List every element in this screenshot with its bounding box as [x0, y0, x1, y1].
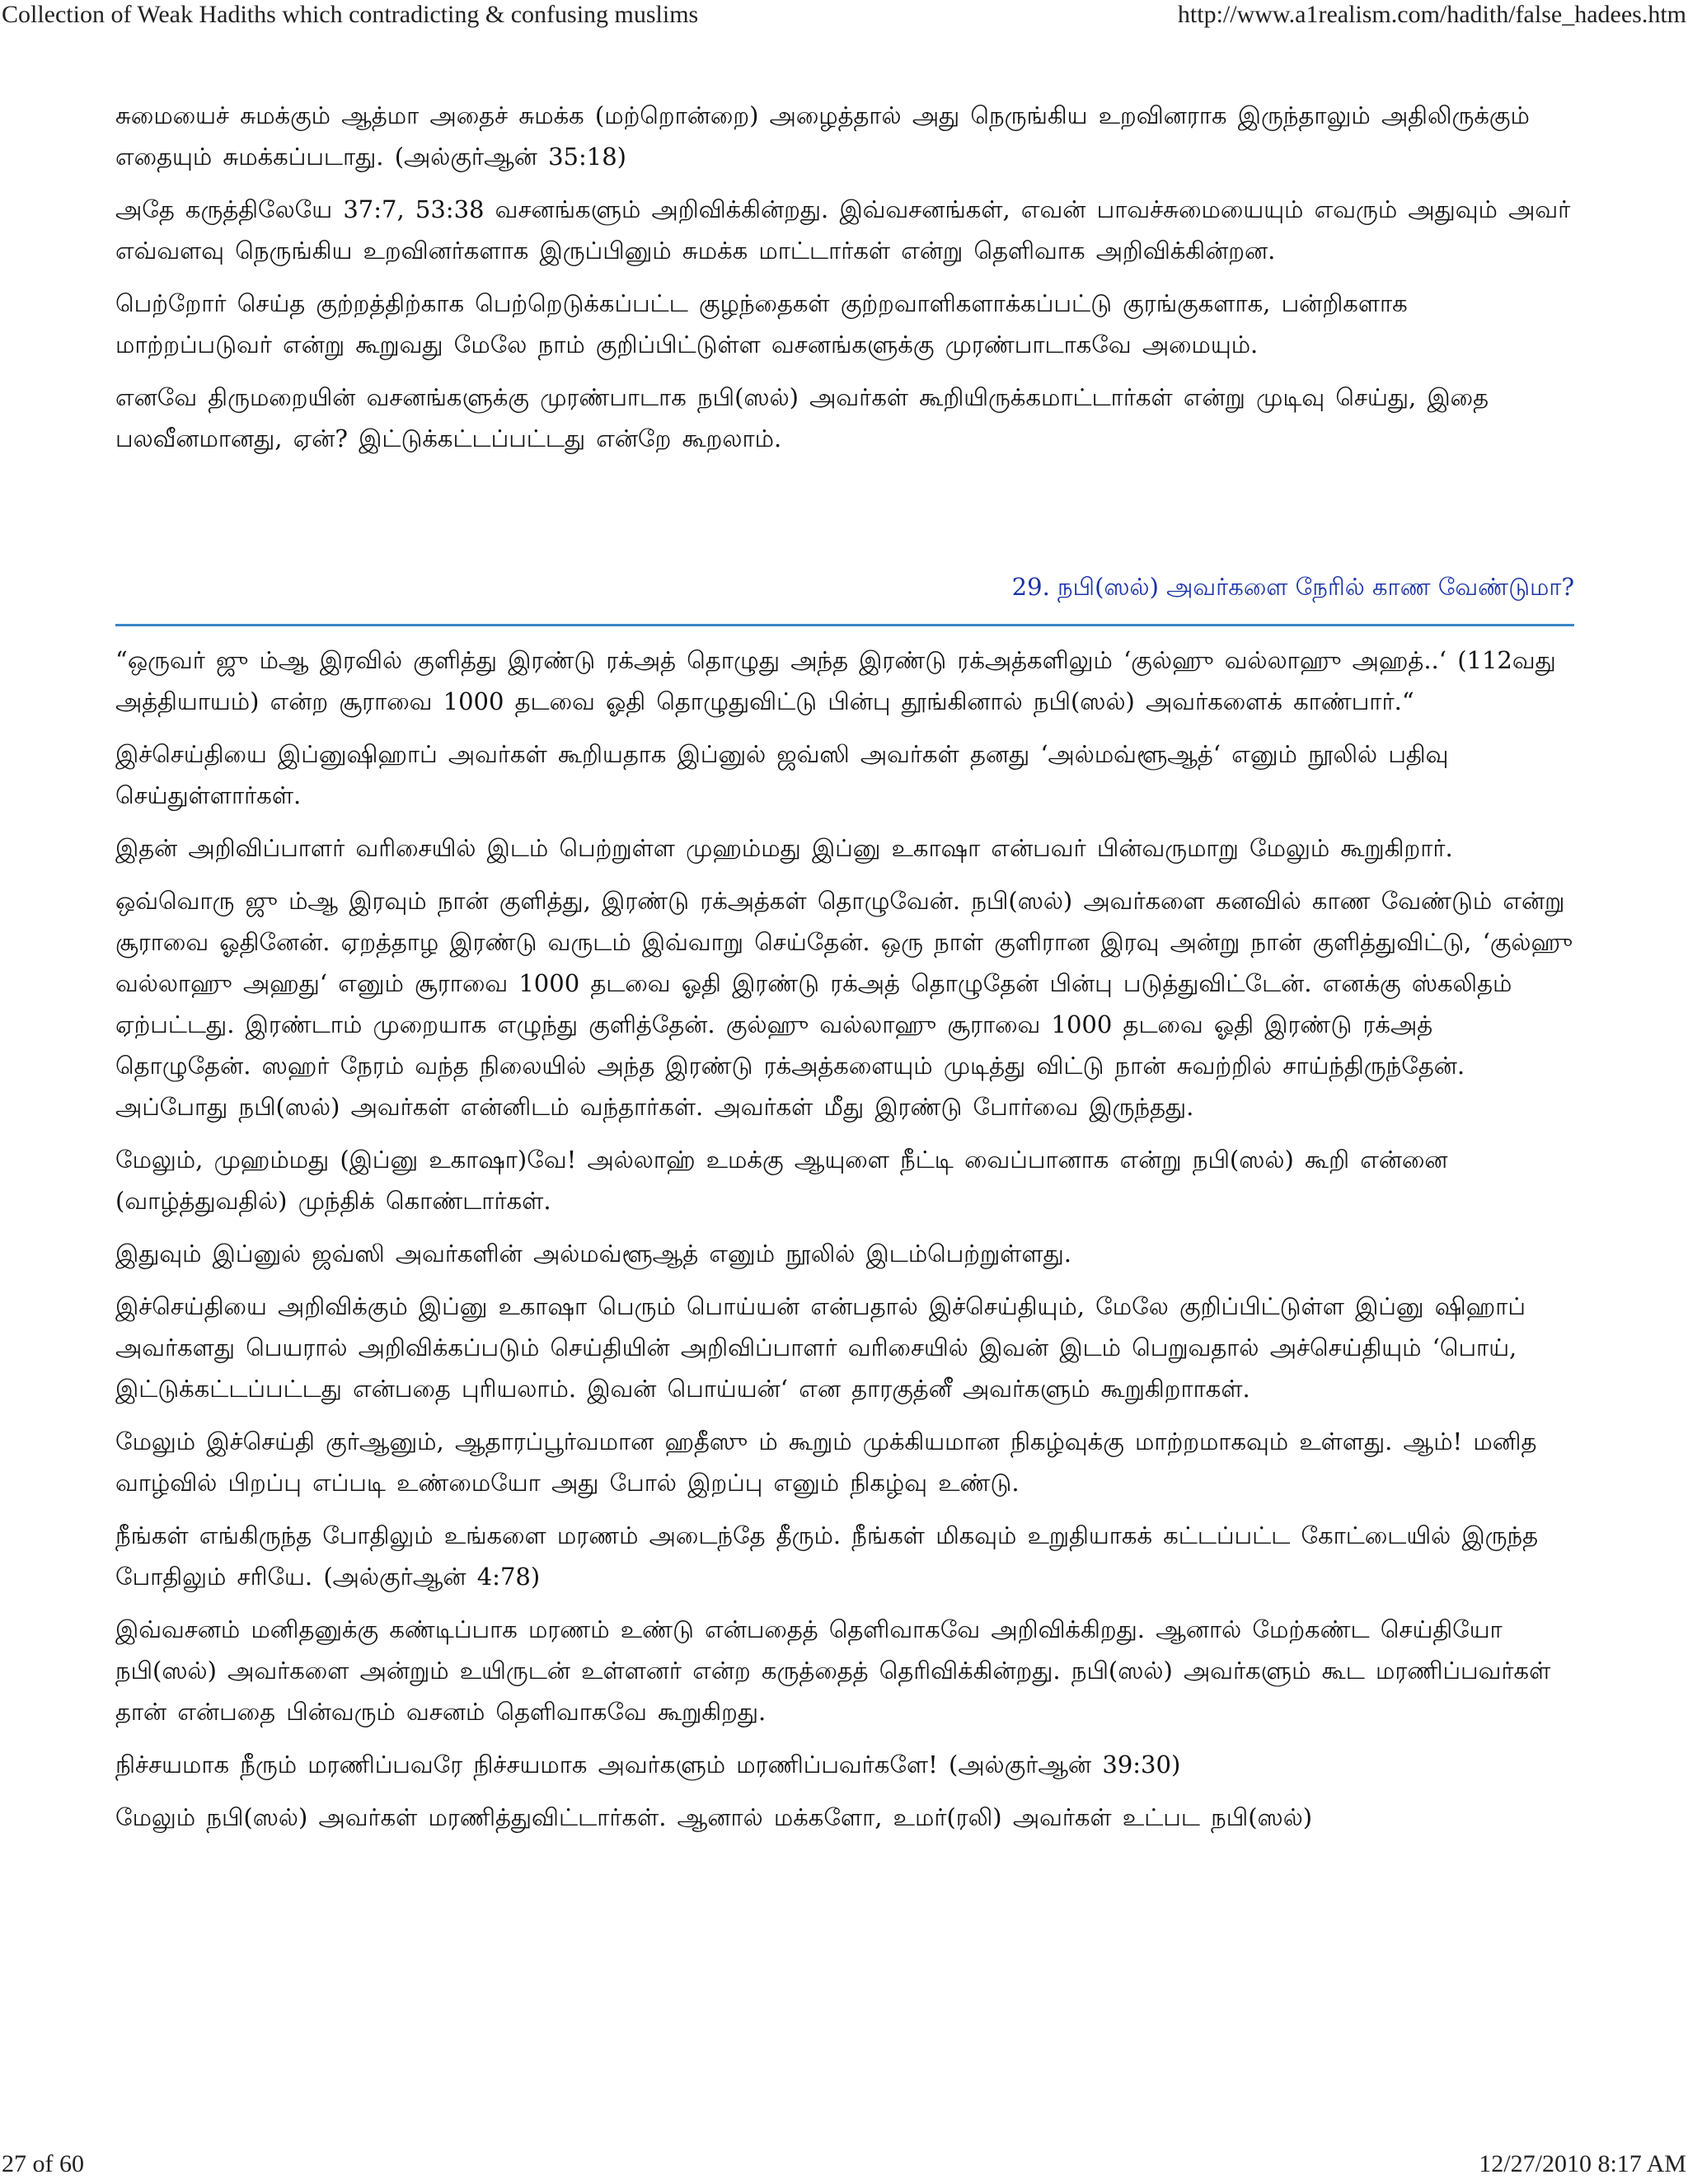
- paragraph: இச்செய்தியை அறிவிக்கும் இப்னு உகாஷா பெரும் பொய்யன் என்பதால் இச்செய்தியும், மேலே குறிப்பிட்டுள்ள இப்னு ஷிஹாப் அவர்களது பெயரால் அறிவிக்கப்படும் செய்தியின் அறிவிப்பாளர் வரிசையில் இவன் இடம் பெறுவதால் அச்செய்தியும் ‘பொய், இட்டுக்கட்டப்பட்டது என்பதை புரியலாம். இவன் பொய்யன்‘ என தாரகுத்னீ அவர்களும் கூறுகிறாாகள்.: [115, 1292, 1526, 1403]
- paragraph: எனவே திருமறையின் வசனங்களுக்கு முரண்பாடாக நபி(ஸல்) அவர்கள் கூறியிருக்கமாட்டார்கள் என்று முடிவு செய்து, இதை பலவீனமானது, ஏன்? இட்டுக்கட்டப்பட்டது என்றே கூறலாம்.: [115, 383, 1489, 452]
- paragraph: மேலும் இச்செய்தி குர்ஆனும், ஆதாரப்பூர்வமான ஹதீஸு ம் கூறும் முக்கியமான நிகழ்வுக்கு மாற்றமாகவும் உள்ளது. ஆம்! மனித வாழ்வில் பிறப்பு எப்படி உண்மையோ அது போல் இறப்பு எனும் நிகழ்வு உண்டு.: [115, 1427, 1537, 1497]
- print-header: [0, 0, 1688, 33]
- paragraph: இச்செய்தியை இப்னுஷிஹாப் அவர்கள் கூறியதாக இப்னுல் ஜவ்ஸி அவர்கள் தனது ‘அல்மவ்ளூஆத்‘ எனும் நூலில் பதிவு செய்துள்ளார்கள்.: [115, 740, 1449, 809]
- article-body: [115, 95, 1574, 1849]
- paragraph: இதுவும் இப்னுல் ஜவ்ஸி அவர்களின் அல்மவ்ளூஆத் எனும் நூலில் இடம்பெற்றுள்ளது.: [115, 1240, 1071, 1268]
- print-datetime: 12/27/2010 8:17 AM: [1479, 2150, 1686, 2177]
- page-number: 27 of 60: [2, 2150, 84, 2177]
- paragraph: மேலும், முஹம்மது (இப்னு உகாஷா)வே! அல்லாஹ் உமக்கு ஆயுளை நீட்டி வைப்பானாக என்று நபி(ஸல்) கூறி என்னை (வாழ்த்துவதில்) முந்திக் கொண்டார்கள்.: [115, 1146, 1448, 1215]
- quran-quote: நீங்கள் எங்கிருந்த போதிலும் உங்களை மரணம் அடைந்தே தீரும். நீங்கள் மிகவும் உறுதியாகக் கட்டப்பட்ட கோட்டையில் இருந்த போதிலும் சரியே. (அல்குர்ஆன் 4:78): [115, 1521, 1539, 1591]
- section-heading: 29. நபி(ஸல்) அவர்களை நேரில் காண வேண்டுமா?: [1011, 573, 1574, 601]
- paragraph: சுமையைச் சுமக்கும் ஆத்மா அதைச் சுமக்க (மற்றொன்றை) அழைத்தால் அது நெருங்கிய உறவினராக இருந்தாலும் அதிலிருக்கும் எதையும் சுமக்கப்படாது. (அல்குர்ஆன் 35:18): [115, 101, 1530, 171]
- document-title: Collection of Weak Hadiths which contradicting & confusing muslims: [2, 1, 699, 28]
- print-footer: [0, 2148, 1688, 2184]
- paragraph: இதன் அறிவிப்பாளர் வரிசையில் இடம் பெற்றுள்ள முஹம்மது இப்னு உகாஷா என்பவர் பின்வருமாறு மேலும் கூறுகிறார்.: [115, 834, 1453, 862]
- quran-quote: நிச்சயமாக நீரும் மரணிப்பவரே நிச்சயமாக அவர்களும் மரணிப்பவர்களே! (அல்குர்ஆன் 39:30): [115, 1750, 1181, 1779]
- paragraph: இவ்வசனம் மனிதனுக்கு கண்டிப்பாக மரணம் உண்டு என்பதைத் தெளிவாகவே அறிவிக்கிறது. ஆனால் மேற்கண்ட செய்தியோ நபி(ஸல்) அவர்களை அன்றும் உயிருடன் உள்ளனர் என்ற கருத்தைத் தெரிவிக்கின்றது. நபி(ஸல்) அவர்களும் கூட மரணிப்பவர்கள் தான் என்பதை பின்வரும் வசனம் தெளிவாகவே கூறுகிறது.: [115, 1615, 1551, 1726]
- page-url: http://www.a1realism.com/hadith/false_hadees.htm: [1177, 1, 1686, 28]
- paragraph: “ஒருவர் ஜு ம்ஆ இரவில் குளித்து இரண்டு ரக்அத் தொழுது அந்த இரண்டு ரக்அத்களிலும் ‘குல்ஹு வல்லாஹு அஹத்..‘ (112வது அத்தியாயம்) என்ற சூராவை 1000 தடவை ஓதி தொழுதுவிட்டு பின்பு தூங்கினால் நபி(ஸல்) அவர்களைக் காண்பார்.“: [115, 646, 1556, 715]
- paragraph: அதே கருத்திலேயே 37:7, 53:38 வசனங்களும் அறிவிக்கின்றது. இவ்வசனங்கள், எவன் பாவச்சுமையையும் எவரும் அதுவும் அவர் எவ்வளவு நெருங்கிய உறவினர்களாக இருப்பினும் சுமக்க மாட்டார்கள் என்று தெளிவாக அறிவிக்கின்றன.: [115, 195, 1571, 265]
- section-divider: [115, 624, 1574, 626]
- spacer: [115, 471, 1574, 566]
- paragraph: ஒவ்வொரு ஜு ம்ஆ இரவும் நான் குளித்து, இரண்டு ரக்அத்கள் தொழுவேன். நபி(ஸல்) அவர்களை கனவில் காண வேண்டும் என்று சூராவை ஓதினேன். ஏறத்தாழ இரண்டு வருடம் இவ்வாறு செய்தேன். ஒரு நாள் குளிரான இரவு அன்று நான் குளித்துவிட்டு, ‘குல்ஹு வல்லாஹு அஹது‘ எனும் சூராவை 1000 தடவை ஓதி இரண்டு ரக்அத் தொழுதேன் பின்பு படுத்துவிட்டேன். எனக்கு ஸ்கலிதம் ஏற்பட்டது. இரண்டாம் முறையாக எழுந்து குளித்தேன். குல்ஹு வல்லாஹு சூராவை 1000 தடவை ஓதி இரண்டு ரக்அத் தொழுதேன். ஸஹர் நேரம் வந்த நிலையில் அந்த இரண்டு ரக்அத்களையும் முடித்து விட்டு நான் சுவற்றில் சாய்ந்திருந்தேன். அப்போது நபி(ஸல்) அவர்கள் என்னிடம் வந்தார்கள். அவர்கள் மீது இரண்டு போர்வை இருந்தது.: [115, 887, 1573, 1121]
- paragraph: பெற்றோர் செய்த குற்றத்திற்காக பெற்றெடுக்கப்பட்ட குழந்தைகள் குற்றவாளிகளாக்கப்பட்டு குரங்குகளாக, பன்றிகளாக மாற்றப்படுவர் என்று கூறுவது மேலே நாம் குறிப்பிட்டுள்ள வசனங்களுக்கு முரண்பாடாகவே அமையும்.: [115, 289, 1408, 359]
- paragraph: மேலும் நபி(ஸல்) அவர்கள் மரணித்துவிட்டார்கள். ஆனால் மக்களோ, உமர்(ரலி) அவர்கள் உட்பட நபி(ஸல்): [115, 1803, 1313, 1831]
